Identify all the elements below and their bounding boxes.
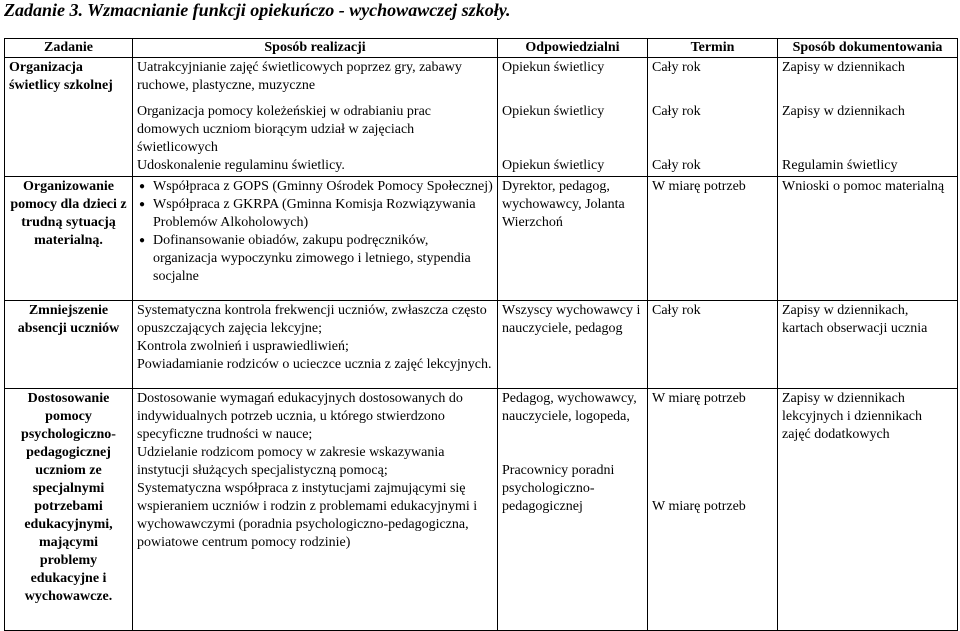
documentation-cell: Wnioski o pomoc materialną [778, 177, 958, 301]
task-table [4, 38, 958, 631]
responsible-item: Opiekun świetlicy [502, 104, 605, 119]
term-item: W miarę potrzeb [652, 499, 746, 514]
term-cell: W miarę potrzeb [648, 177, 778, 301]
task-cell: Dostosowanie pomocy psychologiczno-pedagogicznej uczniom ze specjalnymi potrzebami edukacyjnymi, mającymi problemy edukacyjne i wychowawcze. [5, 389, 133, 631]
method-line: Powiadamianie rodziców o ucieczce uczniа z zajęć lekcyjnych. [137, 357, 492, 372]
method-item: Udoskonalenie regulaminu świetlicy. [137, 158, 345, 173]
responsible-item: Pracownicy poradni psychologiczno-pedagogicznej [502, 463, 615, 514]
task-cell: Zmniejszenie absencji uczniów [5, 301, 133, 389]
method-cell [133, 389, 498, 631]
method-cell [133, 58, 498, 177]
term-item: W miarę potrzeb [652, 391, 746, 406]
documentation-cell: Zapisy w dziennikach lekcyjnych i dziennikach zajęć dodatkowych [778, 389, 958, 631]
method-line: Systematyczna kontrola frekwencji uczniów, zwłaszcza często opuszczających zajęcia lekcyjne; [137, 303, 487, 336]
documentation-item: Zapisy w dziennikach [782, 104, 905, 119]
task-cell: Organizacja świetlicy szkolnej [5, 58, 133, 177]
task-cell: Organizowanie pomocy dla dzieci z trudną sytuacją materialną. [5, 177, 133, 301]
method-item: Organizacja pomocy koleżeńskiej w odrabianiu prac domowych uczniom biorącym udział w zajęciach świetlicowych [137, 104, 432, 155]
term-item: Cały rok [652, 158, 701, 173]
method-line: Kontrola zwolnień i usprawiedliwień; [137, 339, 349, 354]
responsible-item: Pedagog, wychowawcy, nauczyciele, logopeda, [502, 391, 637, 424]
header-task: Zadanie [5, 39, 133, 58]
table-row [5, 301, 958, 389]
term-cell: Cały rok [648, 301, 778, 389]
responsible-item: Opiekun świetlicy [502, 158, 605, 173]
method-cell [133, 301, 498, 389]
documentation-cell [778, 58, 958, 177]
responsible-item: Opiekun świetlicy [502, 60, 605, 75]
method-line: Dostosowanie wymagań edukacyjnych dostosowanych do indywidualnych potrzeb ucznia, u którego stwierdzono specyficzne trudności w nauce; [137, 391, 463, 442]
table-row [5, 389, 958, 631]
header-method: Sposób realizacji [133, 39, 498, 58]
table-row [5, 58, 958, 177]
term-item: Cały rok [652, 60, 701, 75]
responsible-cell [498, 389, 648, 631]
list-item: ● Współpraca z GKRPA (Gminna Komisja Rozwiązywania Problemów Alkoholowych) [137, 196, 493, 232]
table-header-row [5, 39, 958, 58]
term-cell [648, 389, 778, 631]
method-line: Udzielanie rodzicom pomocy w zakresie wskazywania instytucji służących specjalistyczną pomocą; [137, 445, 445, 478]
responsible-cell [498, 58, 648, 177]
header-responsible: Odpowiedzialni [498, 39, 648, 58]
method-cell [133, 177, 498, 301]
documentation-cell: Zapisy w dziennikach, kartach obserwacji ucznia [778, 301, 958, 389]
method-line: Systematyczna współpraca z instytucjami zajmującymi się wspieraniem uczniów i rodzin z problemami edukacyjnymi i wychowawczymi (poradnia psychologiczno-pedagogiczna, powiatowe centrum pomocy rodzinie) [137, 481, 478, 550]
responsible-cell: Wszyscy wychowawcy i nauczyciele, pedagog [498, 301, 648, 389]
documentation-item: Regulamin świetlicy [782, 158, 898, 173]
table-row [5, 177, 958, 301]
term-cell [648, 58, 778, 177]
list-item: ● Dofinansowanie obiadów, zakupu podręczników, organizacja wypoczynku zimowego i letniego, stypendia socjalne [137, 232, 493, 286]
method-item: Uatrakcyjnianie zajęć świetlicowych poprzez gry, zabawy ruchowe, plastyczne, muzyczne [137, 60, 462, 93]
page-title: Zadanie 3. Wzmacnianie funkcji opiekuńczo - wychowawczej szkoły. [4, 0, 511, 20]
list-item: ● Współpraca z GOPS (Gminny Ośrodek Pomocy Społecznej) [137, 178, 493, 196]
header-documentation: Sposób dokumentowania [778, 39, 958, 58]
header-term: Termin [648, 39, 778, 58]
documentation-item: Zapisy w dziennikach [782, 60, 905, 75]
bullet-list [137, 178, 493, 286]
responsible-cell: Dyrektor, pedagog, wychowawcy, Jolanta Wierzchoń [498, 177, 648, 301]
term-item: Cały rok [652, 104, 701, 119]
